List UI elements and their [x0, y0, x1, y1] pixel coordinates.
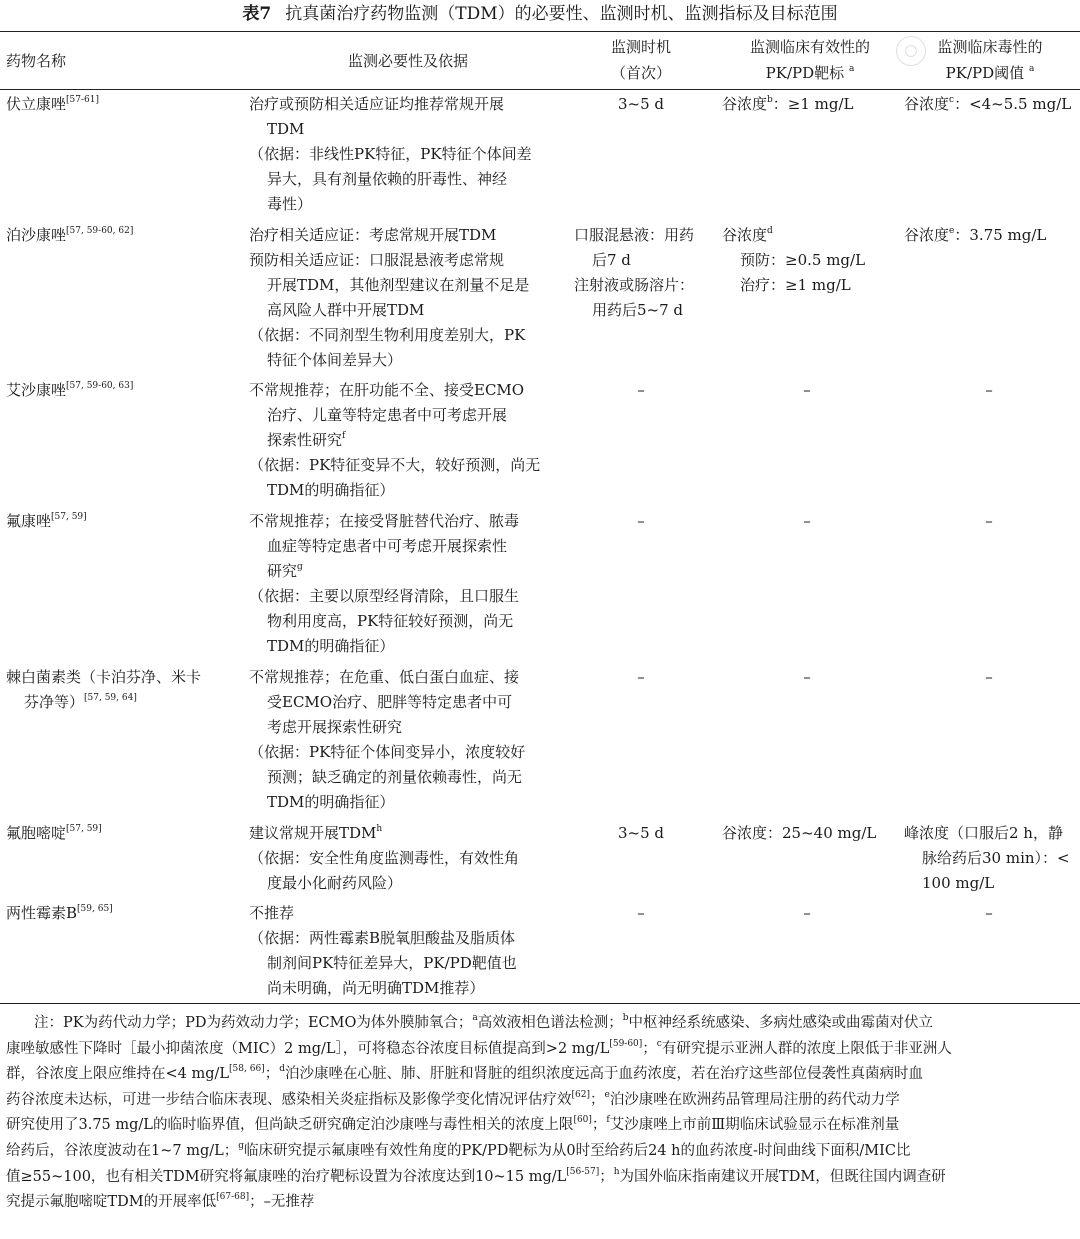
note-line: 研究使用了3.75 mg/L的临时临界值，但尚缺乏研究确定泊沙康唑与毒性相关的浓度上限[60]；$^f$艾沙康唑上市前Ⅲ期临床试验显示在标准剂量 [6, 1115, 900, 1134]
drug-name: 氟胞嘧啶[57, 59] [6, 824, 102, 842]
table-title-text: 抗真菌治疗药物监测（TDM）的必要性、监测时机、监测指标及目标范围 [285, 4, 838, 24]
toxicity-cell: – [985, 381, 993, 399]
drug-name: 棘白菌素类（卡泊芬净、米卡 芬净等）[57, 59, 64] [6, 668, 202, 711]
efficacy-cell: – [803, 668, 811, 686]
drug-name: 伏立康唑[57-61] [6, 95, 99, 113]
basis-cell: 不推荐 （依据：两性霉素B脱氧胆酸盐及脂质体 制剂间PK特征差异大，PK/PD靶值也 尚未明确，尚无明确TDM推荐） [249, 904, 517, 997]
timing-cell: – [637, 381, 645, 399]
note-line: 值≥55~100，也有相关TDM研究将氟康唑的治疗靶标设置为谷浓度达到10~15 mg/L[56-57]；$^h$为国外临床指南建议开展TDM，但既往国内调查研 [6, 1166, 946, 1185]
header-toxicity-line1: 监测临床毒性的 [937, 38, 1043, 56]
drug-name: 艾沙康唑[57, 59-60, 63] [6, 381, 134, 399]
drug-name: 氟康唑[57, 59] [6, 512, 87, 530]
basis-cell: 建议常规开展TDM$^h$ （依据：安全性角度监测毒性，有效性角 度最小化耐药风险） [249, 824, 520, 892]
efficacy-cell: 谷浓度$^d$ 预防：≥0.5 mg/L 治疗：≥1 mg/L [722, 226, 866, 294]
note-line: 康唑敏感性下降时［最小抑菌浓度（MIC）2 mg/L］，可将稳态谷浓度目标值提高到>2 mg/L[59-60]；$^c$有研究提示亚洲人群的浓度上限低于非亚洲人 [6, 1038, 952, 1057]
basis-cell: 治疗或预防相关适应证均推荐常规开展 TDM （依据：非线性PK特征，PK特征个体间差 异大，具有剂量依赖的肝毒性、神经 毒性） [249, 95, 532, 213]
bottom-rule [0, 1003, 1080, 1004]
toxicity-cell: – [985, 904, 993, 922]
note-line: 注：PK为药代动力学；PD为药效动力学；ECMO为体外膜肺氧合；$^a$高效液相色谱法检测；$^b$中枢神经系统感染、多病灶感染或曲霉菌对伏立 [34, 1013, 934, 1031]
efficacy-cell: 谷浓度：25~40 mg/L [722, 824, 877, 842]
header-rule [0, 89, 1080, 90]
note-line: 给药后，谷浓度波动在1~7 mg/L；$^g$临床研究提示氟康唑有效性角度的PK/PD靶标为从0时至给药后24 h的血药浓度-时间曲线下面积/MIC比 [6, 1140, 911, 1159]
header-drug: 药物名称 [6, 52, 67, 70]
header-toxicity [904, 34, 1076, 86]
timing-cell: 口服混悬液：用药 后7 d 注射液或肠溶片： 用药后5~7 d [574, 226, 695, 319]
toxicity-cell: 谷浓度$^e$：3.75 mg/L [904, 226, 1047, 244]
basis-cell: 不常规推荐；在接受肾脏替代治疗、脓毒 血症等特定患者中可考虑开展探索性 研究$^g$ （依据：主要以原型经肾清除，且口服生 物利用度高，PK特征较好预测，尚无 TDM的明确指征） [249, 512, 520, 655]
timing-cell: 3~5 d [617, 824, 665, 842]
timing-cell: – [637, 668, 645, 686]
header-timing-line2: （首次） [610, 64, 671, 82]
note-line: 药谷浓度未达标，可进一步结合临床表现、感染相关炎症指标及影像学变化情况评估疗效[62]；$^e$泊沙康唑在欧洲药品管理局注册的药代动力学 [6, 1089, 900, 1108]
table-notes [6, 1011, 1076, 1216]
top-rule [0, 31, 1080, 32]
note-line: 究提示氟胞嘧啶TDM的开展率低[67-68]；–无推荐 [6, 1192, 315, 1211]
basis-cell: 治疗相关适应证：考虑常规开展TDM 预防相关适应证：口服混悬液考虑常规 开展TDM，其他剂型建议在剂量不足是 高风险人群中开展TDM （依据：不同剂型生物利用度差别大，PK 特征个体间差异大） [249, 226, 530, 369]
drug-name: 两性霉素B[59, 65] [6, 904, 113, 922]
efficacy-cell: – [803, 512, 811, 530]
header-toxicity-line2: PK/PD阈值 $^a$ [945, 64, 1035, 82]
timing-cell: 3~5 d [617, 95, 665, 113]
header-efficacy-line1: 监测临床有效性的 [749, 38, 870, 56]
header-timing-line1: 监测时机 [610, 38, 671, 56]
timing-cell: – [637, 904, 645, 922]
efficacy-cell: 谷浓度$^b$：≥1 mg/L [722, 95, 854, 113]
toxicity-cell: 谷浓度$^c$：<4~5.5 mg/L [904, 95, 1072, 113]
header-efficacy-line2: PK/PD靶标 $^a$ [765, 64, 855, 82]
table-number: 表7 [242, 4, 272, 24]
header-basis: 监测必要性及依据 [347, 52, 468, 70]
efficacy-cell: – [803, 904, 811, 922]
header-timing [570, 34, 712, 86]
drug-name: 泊沙康唑[57, 59-60, 62] [6, 226, 134, 244]
table-title [0, 0, 1080, 28]
basis-cell: 不常规推荐；在危重、低白蛋白血症、接 受ECMO治疗、肥胖等特定患者中可 考虑开展探索性研究 （依据：PK特征个体间变异小，浓度较好 预测；缺乏确定的剂量依赖毒性，尚无 TDM的明确指征） [249, 668, 526, 811]
efficacy-cell: – [803, 381, 811, 399]
header-efficacy [722, 34, 898, 86]
toxicity-cell: – [985, 668, 993, 686]
toxicity-cell: – [985, 512, 993, 530]
basis-cell: 不常规推荐；在肝功能不全、接受ECMO 治疗、儿童等特定患者中可考虑开展 探索性研究$^f$ （依据：PK特征变异不大，较好预测，尚无 TDM的明确指征） [249, 381, 541, 499]
toxicity-cell: 峰浓度（口服后2 h，静 脉给药后30 min）：< 100 mg/L [904, 824, 1070, 892]
timing-cell: – [637, 512, 645, 530]
note-line: 群，谷浓度上限应维持在<4 mg/L[58, 66]；$^d$泊沙康唑在心脏、肺、肝脏和肾脏的组织浓度远高于血药浓度，若在治疗这些部位侵袭性真菌病时血 [6, 1064, 923, 1083]
